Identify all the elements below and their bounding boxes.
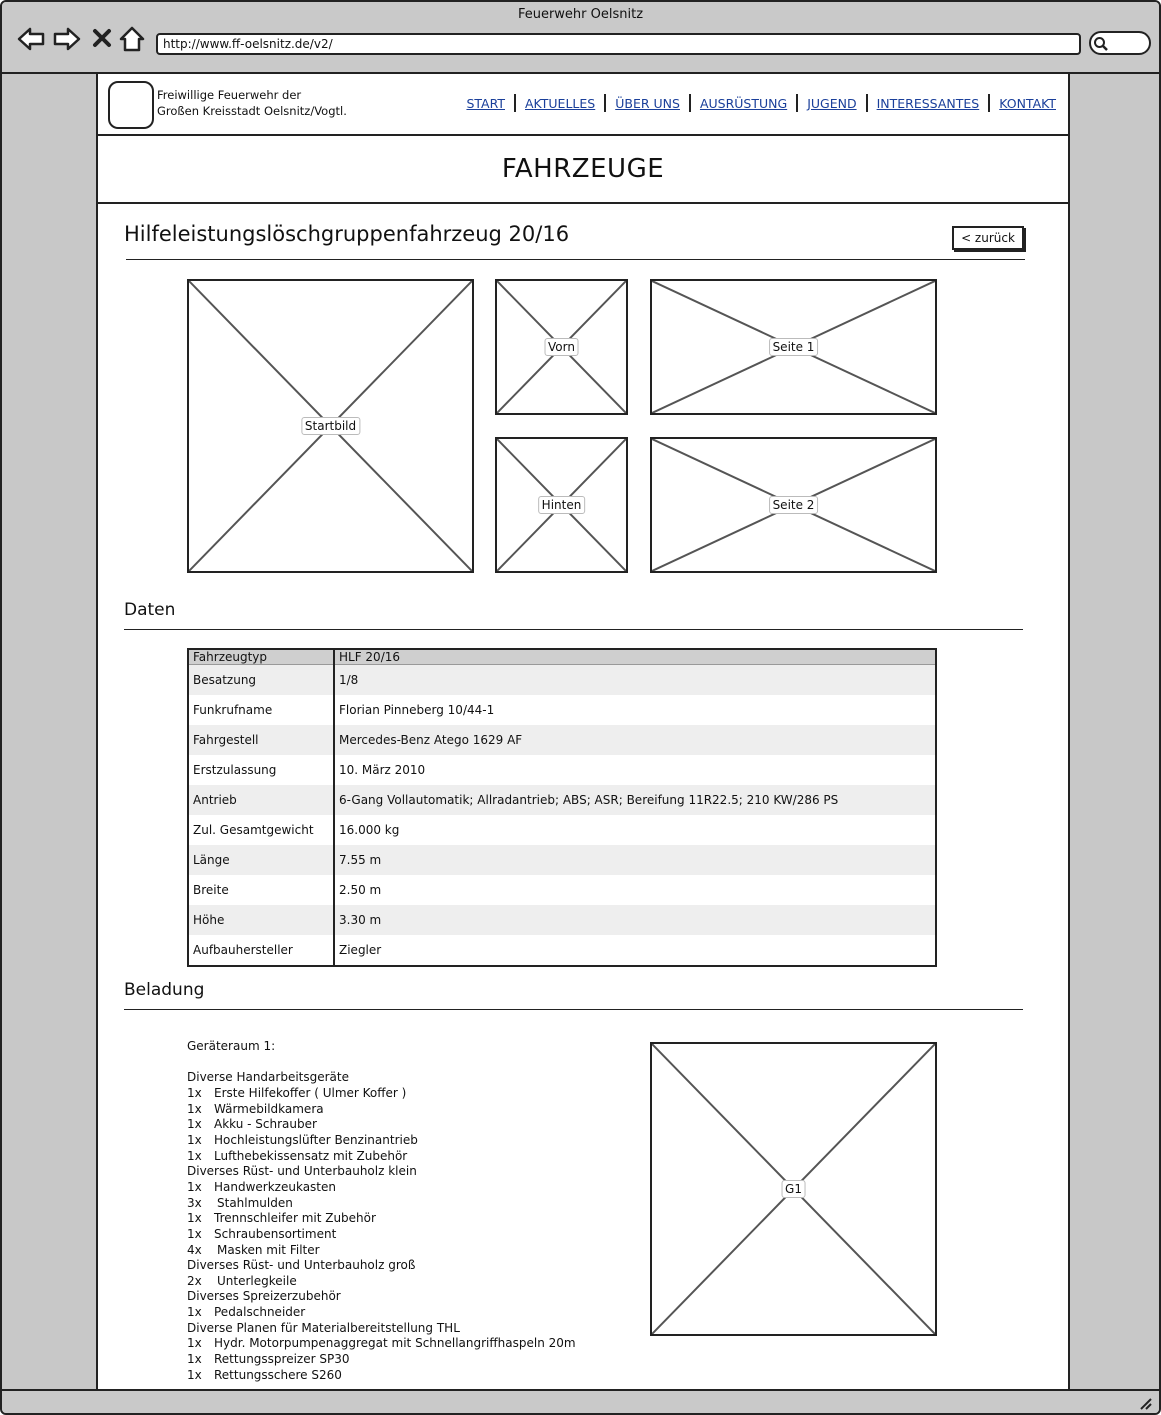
table-cell-key: Zul. Gesamtgewicht	[188, 815, 334, 845]
item-quantity: 1x	[187, 1352, 202, 1367]
table-cell-value: 1/8	[334, 665, 936, 696]
table-row	[188, 845, 936, 875]
table-row	[188, 785, 936, 815]
table-cell-key: Antrieb	[188, 785, 334, 815]
image-label: Seite 1	[769, 338, 819, 356]
list-item	[187, 1102, 576, 1118]
site-header	[98, 74, 1068, 136]
table-cell-value: HLF 20/16	[334, 649, 936, 665]
close-icon[interactable]	[90, 24, 120, 54]
item-text: Handwerkzeukasten	[214, 1179, 337, 1194]
item-text: Lufthebekissensatz mit Zubehör	[214, 1148, 408, 1163]
image-label: Vorn	[544, 338, 579, 356]
list-item	[187, 1133, 576, 1149]
table-cell-key: Höhe	[188, 905, 334, 935]
item-text: Diverses Spreizerzubehör	[187, 1289, 341, 1304]
list-item	[187, 1180, 576, 1196]
divider	[124, 629, 1023, 630]
table-cell-key: Fahrgestell	[188, 725, 334, 755]
item-text: Diverse Handarbeitsgeräte	[187, 1070, 349, 1085]
nav-kontakt[interactable]: KONTAKT	[999, 95, 1056, 111]
search-box[interactable]	[1089, 31, 1151, 55]
table-cell-key: Breite	[188, 875, 334, 905]
image-g1[interactable]	[650, 1042, 937, 1336]
nav-divider	[866, 94, 868, 112]
room-title: Geräteraum 1:	[187, 1039, 276, 1053]
table-cell-value: 7.55 m	[334, 845, 936, 875]
item-text: Unterlegkeile	[217, 1273, 297, 1288]
image-startbild[interactable]	[187, 279, 474, 573]
nav-jugend[interactable]: JUGEND	[807, 95, 857, 111]
image-label: G1	[781, 1180, 806, 1198]
item-quantity: 1x	[187, 1148, 202, 1163]
item-text: Akku - Schrauber	[214, 1117, 317, 1132]
list-item	[187, 1086, 576, 1102]
list-item	[187, 1196, 576, 1212]
resize-grip-icon[interactable]	[1137, 1395, 1153, 1411]
item-text: Diverses Rüst- und Unterbauholz klein	[187, 1164, 417, 1179]
table-row	[188, 695, 936, 725]
list-item	[187, 1211, 576, 1227]
page-title: FAHRZEUGE	[98, 136, 1068, 204]
table-row	[188, 815, 936, 845]
table-cell-value: Ziegler	[339, 943, 382, 957]
list-item	[187, 1149, 576, 1165]
table-cell-key: Fahrzeugtyp	[188, 649, 334, 665]
item-quantity: 1x	[187, 1132, 202, 1147]
table-cell-value: 16.000 kg	[339, 823, 400, 837]
back-arrow-icon[interactable]	[16, 24, 46, 54]
item-text: Hydr. Motorpumpenaggregat mit Schnellangriffhaspeln 20m	[214, 1336, 576, 1351]
table-cell-value: Florian Pinneberg 10/44-1	[339, 703, 495, 717]
image-seite-1[interactable]	[650, 279, 937, 415]
forward-arrow-icon[interactable]	[52, 24, 82, 54]
item-quantity: 1x	[187, 1101, 202, 1116]
list-item	[187, 1274, 576, 1290]
nav-interessantes[interactable]: INTERESSANTES	[876, 95, 980, 111]
nav-divider	[689, 94, 691, 112]
image-hinten[interactable]	[495, 437, 628, 573]
item-text: Schraubensortiment	[214, 1226, 337, 1241]
item-quantity: 1x	[187, 1179, 202, 1194]
nav-divider	[796, 94, 798, 112]
item-quantity: 1x	[187, 1085, 202, 1100]
vehicle-title: Hilfeleistungslöschgruppenfahrzeug 20/16	[124, 222, 570, 246]
nav-aktuelles[interactable]: AKTUELLES	[525, 95, 596, 111]
org-name: Freiwillige Feuerwehr der Großen Kreisstadt Oelsnitz/Vogtl.	[157, 88, 347, 118]
nav-divider	[988, 94, 990, 112]
nav-start[interactable]: START	[466, 95, 505, 111]
item-quantity: 1x	[187, 1117, 202, 1132]
list-item	[187, 1352, 576, 1368]
table-row	[188, 905, 936, 935]
item-quantity: 1x	[187, 1367, 202, 1382]
divider	[124, 1009, 1023, 1010]
list-item	[187, 1305, 576, 1321]
item-quantity: 1x	[187, 1211, 202, 1226]
table-cell-key: Funkrufname	[188, 695, 334, 725]
address-bar[interactable]: http://www.ff-oelsnitz.de/v2/	[156, 33, 1081, 55]
item-quantity: 1x	[187, 1336, 202, 1351]
window-title: Feuerwehr Oelsnitz	[517, 7, 644, 22]
item-text: Rettungsspreizer SP30	[214, 1352, 350, 1367]
status-bar	[2, 1389, 1159, 1413]
table-row	[188, 935, 936, 966]
item-text: Trennschleifer mit Zubehör	[214, 1211, 376, 1226]
list-item	[187, 1243, 576, 1259]
nav-divider	[604, 94, 606, 112]
table-cell-value: 2.50 m	[339, 883, 382, 897]
table-row	[188, 665, 936, 696]
data-table	[187, 648, 937, 967]
list-item	[187, 1258, 576, 1274]
image-vorn[interactable]	[495, 279, 628, 415]
nav-ausruestung[interactable]: AUSRÜSTUNG	[699, 95, 788, 111]
table-cell-value: 6-Gang Vollautomatik; Allradantrieb; ABS; ASR; Bereifung 11R22.5; 210 KW/286 PS	[334, 785, 936, 815]
item-quantity: 1x	[187, 1226, 202, 1241]
image-label: Seite 2	[769, 496, 819, 514]
item-text: Diverse Planen für Materialbereitstellung THL	[187, 1320, 460, 1335]
list-item	[187, 1336, 576, 1352]
item-text: Masken mit Filter	[217, 1242, 320, 1257]
item-text: Rettungsschere S260	[214, 1367, 342, 1382]
item-quantity: 4x	[187, 1242, 202, 1257]
table-row	[188, 649, 936, 665]
nav-divider	[514, 94, 516, 112]
logo[interactable]	[108, 81, 154, 129]
item-text: Hochleistungslüfter Benzinantrieb	[214, 1132, 418, 1147]
list-item	[187, 1164, 576, 1180]
table-row	[188, 875, 936, 905]
list-item	[187, 1321, 576, 1337]
item-text: Pedalschneider	[214, 1305, 306, 1320]
list-item	[187, 1227, 576, 1243]
table-cell-key: Besatzung	[188, 665, 334, 696]
section-heading-beladung: Beladung	[124, 980, 205, 1000]
table-cell-key: Aufbauhersteller	[188, 935, 334, 966]
item-text: Erste Hilfekoffer ( Ulmer Koffer )	[214, 1085, 407, 1100]
nav-ueber-uns[interactable]: ÜBER UNS	[615, 95, 680, 111]
list-item	[187, 1289, 576, 1305]
page-content	[96, 74, 1070, 1389]
divider	[126, 259, 1025, 260]
list-item	[187, 1117, 576, 1133]
section-heading-daten: Daten	[124, 600, 176, 620]
load-list	[187, 1039, 576, 1383]
table-cell-key: Erstzulassung	[188, 755, 334, 785]
search-icon	[1093, 36, 1109, 52]
item-text: Wärmebildkamera	[214, 1101, 324, 1116]
item-quantity: 2x	[187, 1273, 202, 1288]
image-label: Startbild	[301, 417, 360, 435]
image-seite-2[interactable]	[650, 437, 937, 573]
list-item	[187, 1368, 576, 1384]
list-item	[187, 1070, 576, 1086]
item-quantity: 1x	[187, 1305, 202, 1320]
table-cell-key: Länge	[188, 845, 334, 875]
main-nav	[466, 94, 1056, 112]
table-row	[188, 725, 936, 755]
table-cell-value: 10. März 2010	[339, 763, 426, 777]
back-button[interactable]: < zurück	[952, 226, 1024, 250]
image-label: Hinten	[538, 496, 586, 514]
item-quantity: 3x	[187, 1195, 202, 1210]
browser-toolbar	[2, 2, 1159, 74]
table-cell-value: Mercedes-Benz Atego 1629 AF	[334, 725, 936, 755]
home-icon[interactable]	[118, 24, 148, 54]
table-cell-value: 3.30 m	[334, 905, 936, 935]
table-row	[188, 755, 936, 785]
item-text: Diverses Rüst- und Unterbauholz groß	[187, 1258, 416, 1273]
item-text: Stahlmulden	[217, 1195, 293, 1210]
